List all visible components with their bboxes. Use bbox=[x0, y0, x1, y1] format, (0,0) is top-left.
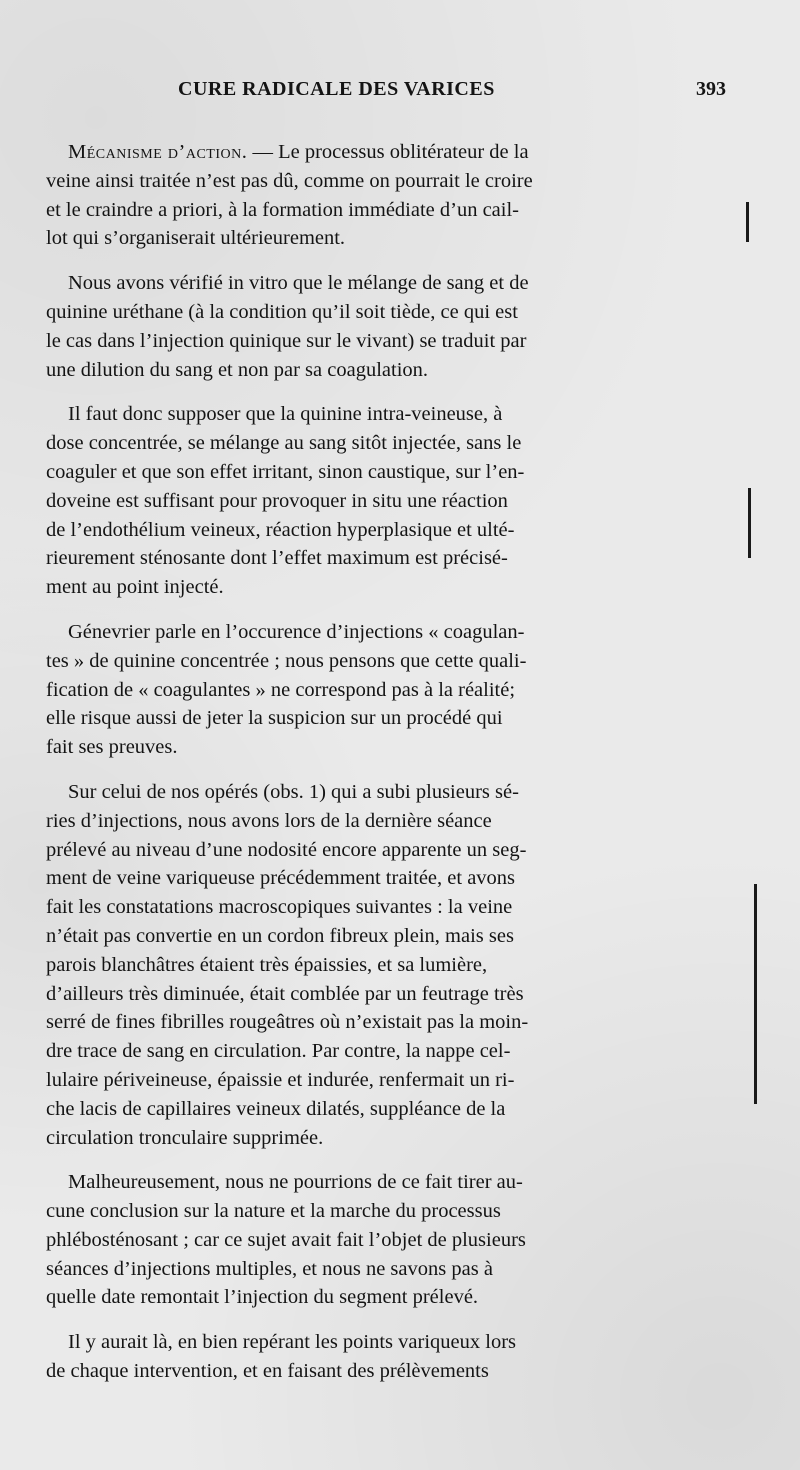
text-line: serré de fines fibrilles rougeâtres où n’existait pas la moin- bbox=[46, 1011, 529, 1034]
text-line: Malheureusement, nous ne pourrions de ce fait tirer au- bbox=[68, 1171, 523, 1194]
text-line: Sur celui de nos opérés (obs. 1) qui a subi plusieurs sé- bbox=[68, 780, 519, 803]
text-line: Il faut donc supposer que la quinine intra-veineuse, à bbox=[68, 403, 503, 426]
text-line: une dilution du sang et non par sa coagulation. bbox=[46, 358, 429, 381]
paragraph-observation bbox=[46, 778, 736, 1152]
text-line: veine ainsi traitée n’est pas dû, comme on pourrait le croire bbox=[46, 169, 533, 192]
text-line: n’était pas convertie en un cordon fibreux plein, mais ses bbox=[46, 924, 514, 947]
text-line: rieurement sténosante dont l’effet maximum est précisé- bbox=[46, 547, 508, 570]
text-line: cune conclusion sur la nature et la marche du processus bbox=[46, 1200, 501, 1223]
text-line: fait les constatations macroscopiques suivantes : la veine bbox=[46, 896, 513, 919]
text-line: de l’endothélium veineux, réaction hyperplasique et ulté- bbox=[46, 518, 515, 541]
body-text bbox=[46, 138, 736, 1402]
text-line: doveine est suffisant pour provoquer in situ une réaction bbox=[46, 489, 508, 512]
text-line: lulaire périveineuse, épaissie et indurée, renfermait un ri- bbox=[46, 1068, 515, 1091]
paragraph-malheureusement bbox=[46, 1168, 736, 1312]
text-line: dre trace de sang en circulation. Par contre, la nappe cel- bbox=[46, 1040, 511, 1063]
section-lead: Mécanisme d’action. bbox=[68, 141, 248, 163]
text-line: phlébosténosant ; car ce sujet avait fait l’objet de plusieurs bbox=[46, 1228, 526, 1251]
text-line: Il y aurait là, en bien repérant les points variqueux lors bbox=[68, 1331, 517, 1354]
text-line: parois blanchâtres étaient très épaissies, et sa lumière, bbox=[46, 953, 488, 976]
text-line: de chaque intervention, et en faisant des prélèvements bbox=[46, 1360, 489, 1383]
running-title: CURE RADICALE DES VARICES bbox=[178, 78, 495, 100]
text-line: quelle date remontait l’injection du segment prélevé. bbox=[46, 1286, 479, 1309]
text-line: ries d’injections, nous avons lors de la dernière séance bbox=[46, 809, 492, 832]
text-line: quinine uréthane (à la condition qu’il soit tiède, ce qui est bbox=[46, 300, 518, 323]
text-line: coaguler et que son effet irritant, sinon caustique, sur l’en- bbox=[46, 460, 525, 483]
text-line: ment de veine variqueuse précédemment traitée, et avons bbox=[46, 867, 516, 890]
text-line: elle risque aussi de jeter la suspicion sur un procédé qui bbox=[46, 707, 503, 730]
paragraph-quinine bbox=[46, 400, 736, 602]
text-line: circulation tronculaire supprimée. bbox=[46, 1126, 324, 1149]
text-line: che lacis de capillaires veineux dilatés, suppléance de la bbox=[46, 1097, 506, 1120]
text-line bbox=[46, 138, 736, 167]
text-line: fait ses preuves. bbox=[46, 736, 178, 759]
text-line: ment au point injecté. bbox=[46, 576, 224, 599]
page-number: 393 bbox=[696, 78, 726, 100]
text-line: tes » de quinine concentrée ; nous pensons que cette quali- bbox=[46, 649, 527, 672]
text-line: séances d’injections multiples, et nous ne savons pas à bbox=[46, 1257, 493, 1280]
text-line: dose concentrée, se mélange au sang sitôt injectée, sans le bbox=[46, 432, 522, 455]
text-line: prélevé au niveau d’une nodosité encore apparente un seg- bbox=[46, 838, 527, 861]
margin-mark-1 bbox=[746, 202, 749, 242]
text-line: et le craindre a priori, à la formation immédiate d’un cail- bbox=[46, 198, 520, 221]
text-line-rest: — Le processus oblitérateur de la bbox=[247, 141, 529, 163]
margin-mark-2 bbox=[748, 488, 751, 558]
text-line: Nous avons vérifié in vitro que le mélange de sang et de bbox=[68, 272, 529, 295]
text-line: d’ailleurs très diminuée, était comblée par un feutrage très bbox=[46, 982, 524, 1005]
text-line: fication de « coagulantes » ne correspond pas à la réalité; bbox=[46, 678, 516, 701]
text-line: Génevrier parle en l’occurence d’injections « coagulan- bbox=[68, 620, 525, 643]
margin-mark-3 bbox=[754, 884, 757, 1104]
paragraph-mecanisme bbox=[46, 138, 736, 253]
text-line: lot qui s’organiserait ultérieurement. bbox=[46, 227, 346, 250]
paragraph-conclusion bbox=[46, 1328, 736, 1386]
paragraph-genevrier bbox=[46, 618, 736, 762]
text-line: le cas dans l’injection quinique sur le vivant) se traduit par bbox=[46, 329, 527, 352]
page-header bbox=[178, 78, 726, 108]
paragraph-in-vitro bbox=[46, 269, 736, 384]
